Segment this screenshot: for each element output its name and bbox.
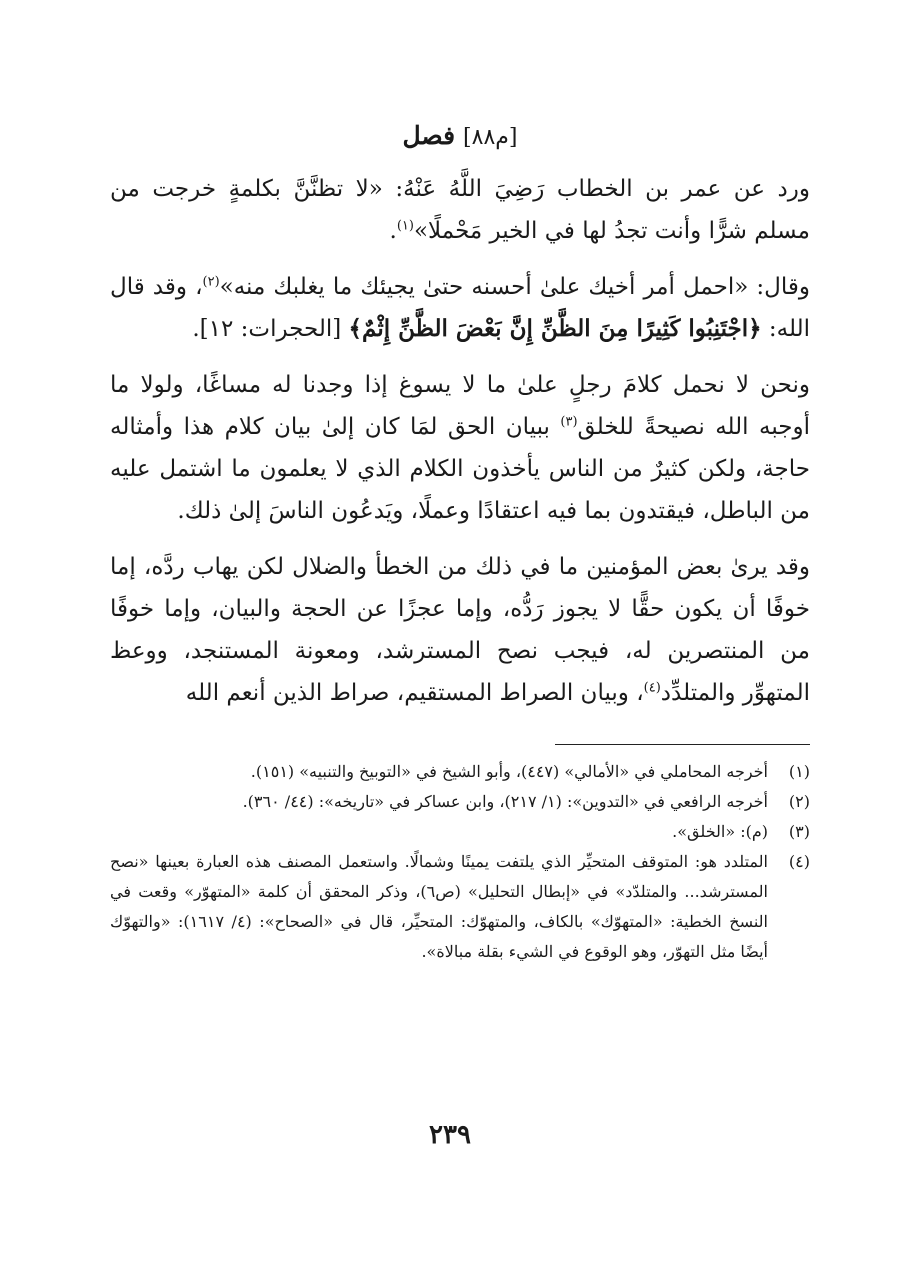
paragraph-2: [110, 266, 810, 350]
paragraph-1: [110, 168, 810, 252]
footnote-number: (١): [788, 762, 810, 781]
footnote-text: المتلدد هو: المتوقف المتحيِّر الذي يلتفت يمينًا وشمالًا. واستعمل المصنف هذه العبارة بعينها «نصح المسترشد... والمتلدّد» في «إبطال التحليل» (ص٦)، وذكر المحقق أن كلمة «المتهوّر» وقعت في النسخ الخطية: «المتهوّك» بالكاف، والمتهوّك: المتحيِّر، قال في «الصحاح»: (٤/ ١٦١٧): «والتهوّك أيضًا مثل التهوّر، وهو الوقوع في الشيء بقلة مبالاة».: [110, 852, 768, 961]
footnote-item: [110, 787, 810, 817]
section-heading: [110, 118, 810, 154]
page-content: [110, 118, 810, 967]
footnote-divider: [555, 744, 810, 745]
paragraph-text: ونحن لا نحمل كلامَ رجلٍ علىٰ ما لا يسوغ إذا وجدنا له مساغًا، ولولا ما أوجبه الله نصيحةً للخلق: [110, 372, 810, 440]
footnotes: [110, 757, 810, 967]
footnote-text: أخرجه المحاملي في «الأمالي» (٤٤٧)، وأبو الشيخ في «التوبيخ والتنبيه» (١٥١).: [250, 762, 768, 781]
paragraph-3: [110, 364, 810, 532]
paragraph-text: وقد يرىٰ بعض المؤمنين ما في ذلك من الخطأ والضلال لكن يهاب ردَّه، إما خوفًا أن يكون حقًّا لا يجوز رَدُّه، وإما عجزًا عن الحجة والبيان، وإما خوفًا من المنتصرين له، فيجب نصح المسترشد، ومعونة المستنجد، ووعظ المتهوِّر والمتلدِّد: [110, 554, 810, 706]
footnote-ref-2[interactable]: (٢): [202, 274, 220, 290]
page-number: ٢٣٩: [429, 1120, 471, 1150]
footnote-ref-4[interactable]: (٤): [643, 680, 661, 696]
footnote-ref-3[interactable]: (٣): [560, 414, 578, 430]
quran-verse: ﴿اجْتَنِبُوا كَثِيرًا مِنَ الظَّنِّ إِنَّ بَعْضَ الظَّنِّ إِثْمٌ﴾: [348, 315, 762, 342]
paragraph-tail: .: [389, 218, 397, 244]
footnote-item: [110, 847, 810, 967]
footnote-item: [110, 817, 810, 847]
verse-citation: [الحجرات: ١٢].: [192, 316, 349, 342]
footnote-item: [110, 757, 810, 787]
section-title: فصل: [402, 121, 456, 150]
paragraph-4: [110, 546, 810, 714]
footnote-number: (٣): [788, 822, 810, 841]
manuscript-marker: [م٨٨]: [463, 125, 518, 150]
footnote-ref-1[interactable]: (١): [396, 218, 414, 234]
footnote-number: (٢): [788, 792, 810, 811]
paragraph-tail: ، وقد قال الله:: [110, 274, 810, 342]
paragraph-tail: ، وبيان الصراط المستقيم، صراط الذين أنعم الله: [185, 680, 644, 706]
footnote-number: (٤): [788, 852, 810, 871]
footnote-text: أخرجه الرافعي في «التدوين»: (١/ ٢١٧)، وابن عساكر في «تاريخه»: (٤٤/ ٣٦٠).: [242, 792, 768, 811]
paragraph-text: وقال: «احمل أمر أخيك علىٰ أحسنه حتىٰ يجيئك ما يغلبك منه»: [219, 274, 810, 300]
footnote-text: (م): «الخلق».: [672, 822, 768, 841]
paragraph-tail: ببيان الحق لمَا كان إلىٰ بيان كلام هذا وأمثاله حاجة، ولكن كثيرٌ من الناس يأخذون الكلام الذي لا يعلمون ما اشتمل عليه من الباطل، فيقتدون بما فيه اعتقادًا وعملًا، ويَدعُون الناسَ إلىٰ ذلك.: [110, 414, 810, 524]
paragraph-text: ورد عن عمر بن الخطاب رَضِيَ اللَّهُ عَنْهُ: «لا تظنَّنَّ بكلمةٍ خرجت من مسلم شرًّا وأنت تجدُ لها في الخير مَحْملًا»: [110, 176, 810, 244]
